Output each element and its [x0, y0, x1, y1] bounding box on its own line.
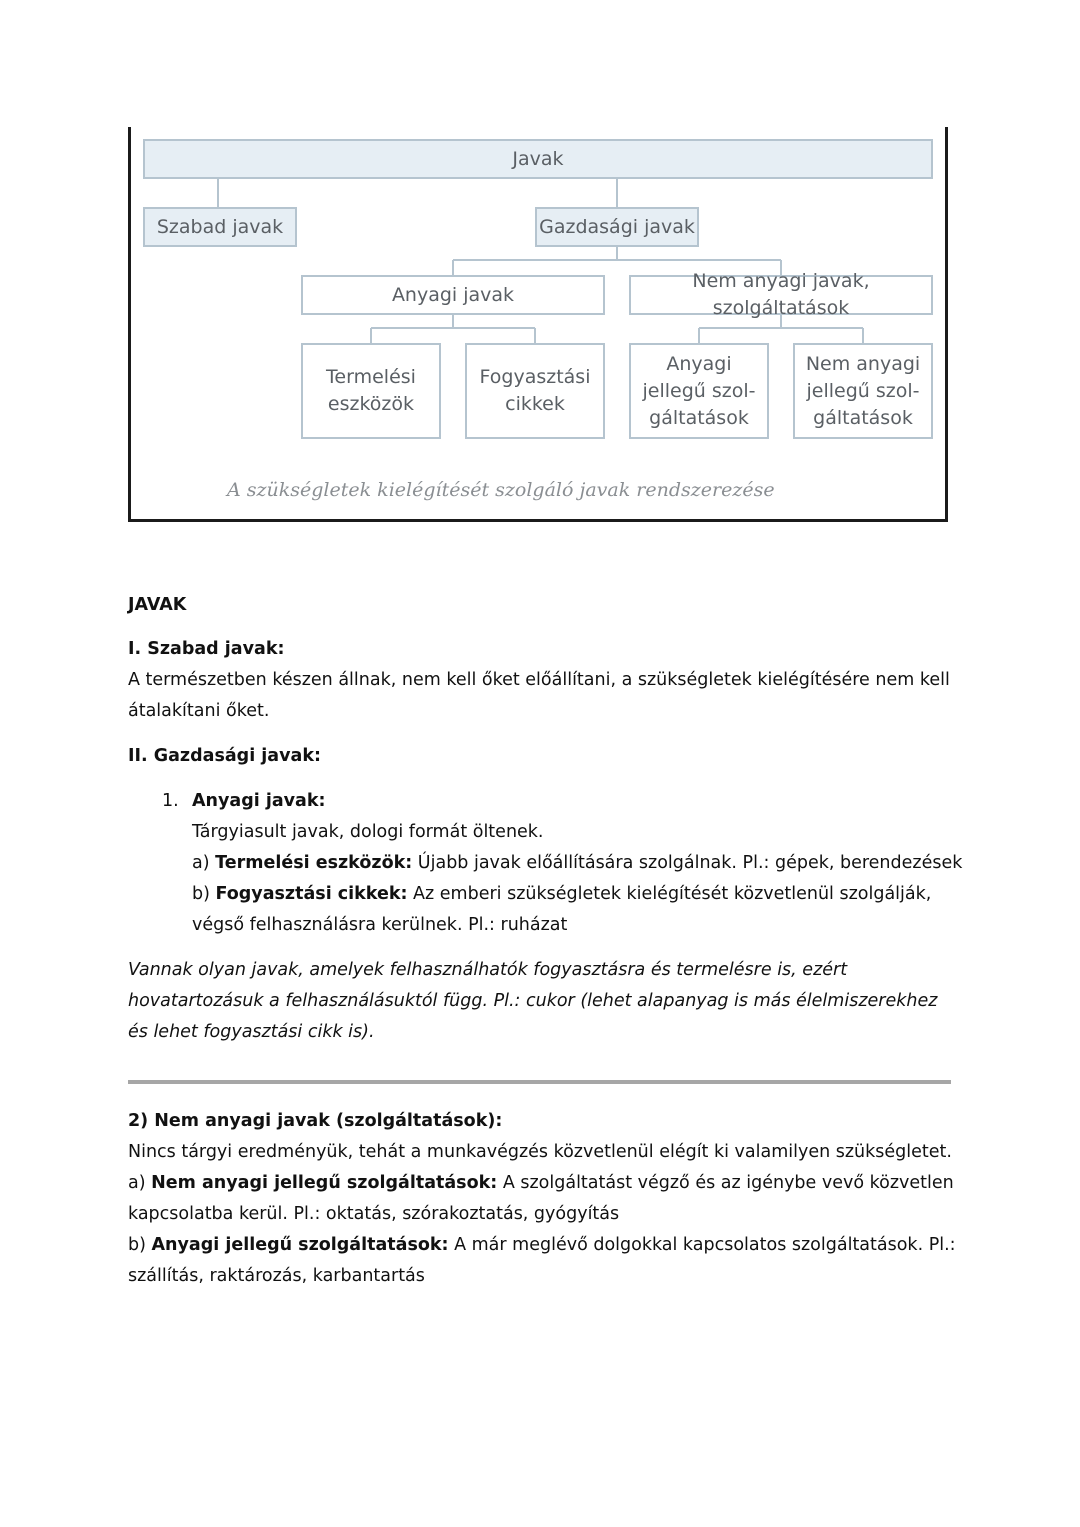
node-nem-anyagi-jellegu-szolgaltatasok: Nem anyagi jellegű szol- gáltatások: [793, 343, 933, 439]
node-nem-anyagi-javak: Nem anyagi javak, szolgáltatások: [629, 275, 933, 315]
horizontal-divider: [128, 1080, 951, 1084]
diagram-connectors: [131, 127, 951, 522]
paragraph-line: végső felhasználásra kerülnek. Pl.: ruházat: [192, 915, 568, 935]
term-nem-anyagi-jellegu: Nem anyagi jellegű szolgáltatások:: [151, 1173, 498, 1193]
list-item-heading: Anyagi javak:: [192, 791, 326, 811]
diagram-caption: A szükségletek kielégítését szolgáló javak rendszerezése: [227, 479, 775, 501]
list-item-anyagi-javak: [128, 786, 1022, 941]
term-anyagi-jellegu: Anyagi jellegű szolgáltatások:: [151, 1235, 449, 1255]
list-number: 1.: [162, 791, 179, 811]
section-szabad-javak: [128, 634, 958, 727]
paragraph-line: átalakítani őket.: [128, 701, 270, 721]
node-anyagi-javak: Anyagi javak: [301, 275, 605, 315]
note-paragraph: Vannak olyan javak, amelyek felhasználhatók fogyasztásra és termelésre is, ezért hovatartozásuk a felhasználásuktól függ. Pl.: cukor (lehet alapanyag is más élelmiszerekhez és lehet fogyasztási cikk is).: [128, 960, 938, 1042]
doc-title: JAVAK: [128, 595, 187, 615]
paragraph-line: a) Nem anyagi jellegű szolgáltatások: A szolgáltatást végző és az igénybe vevő közvetlen: [128, 1173, 954, 1193]
paragraph-line: b) Anyagi jellegű szolgáltatások: A már meglévő dolgokkal kapcsolatos szolgáltatások. Pl.:: [128, 1235, 956, 1255]
section-heading: 2) Nem anyagi javak (szolgáltatások):: [128, 1111, 503, 1131]
node-javak: Javak: [143, 139, 933, 179]
paragraph-line: A természetben készen állnak, nem kell őket előállítani, a szükségletek kielégítésére nem kell: [128, 670, 950, 690]
term-fogyasztasi-cikkek: Fogyasztási cikkek:: [215, 884, 408, 904]
paragraph-line: Tárgyiasult javak, dologi formát öltenek.: [192, 822, 544, 842]
section-nem-anyagi-javak: [128, 1106, 958, 1292]
node-anyagi-jellegu-szolgaltatasok: Anyagi jellegű szol- gáltatások: [629, 343, 769, 439]
paragraph-line: b) Fogyasztási cikkek: Az emberi szükségletek kielégítését közvetlenül szolgálják,: [192, 884, 932, 904]
section-heading-gazdasagi: II. Gazdasági javak:: [128, 746, 321, 766]
node-gazdasagi-javak: Gazdasági javak: [535, 207, 699, 247]
paragraph-line: a) Termelési eszközök: Újabb javak előállítására szolgálnak. Pl.: gépek, berendezések: [192, 853, 963, 873]
term-termelesi-eszkozok: Termelési eszközök:: [215, 853, 413, 873]
paragraph-line: szállítás, raktározás, karbantartás: [128, 1266, 425, 1286]
paragraph-line: kapcsolatba kerül. Pl.: oktatás, szórakoztatás, gyógyítás: [128, 1204, 620, 1224]
node-fogyasztasi-cikkek: Fogyasztási cikkek: [465, 343, 605, 439]
node-szabad-javak: Szabad javak: [143, 207, 297, 247]
node-termelesi-eszkozok: Termelési eszközök: [301, 343, 441, 439]
diagram-figure: [128, 127, 948, 522]
paragraph-line: Nincs tárgyi eredményük, tehát a munkavégzés közvetlenül elégít ki valamilyen szükségletet.: [128, 1142, 952, 1162]
section-heading: I. Szabad javak:: [128, 639, 285, 659]
